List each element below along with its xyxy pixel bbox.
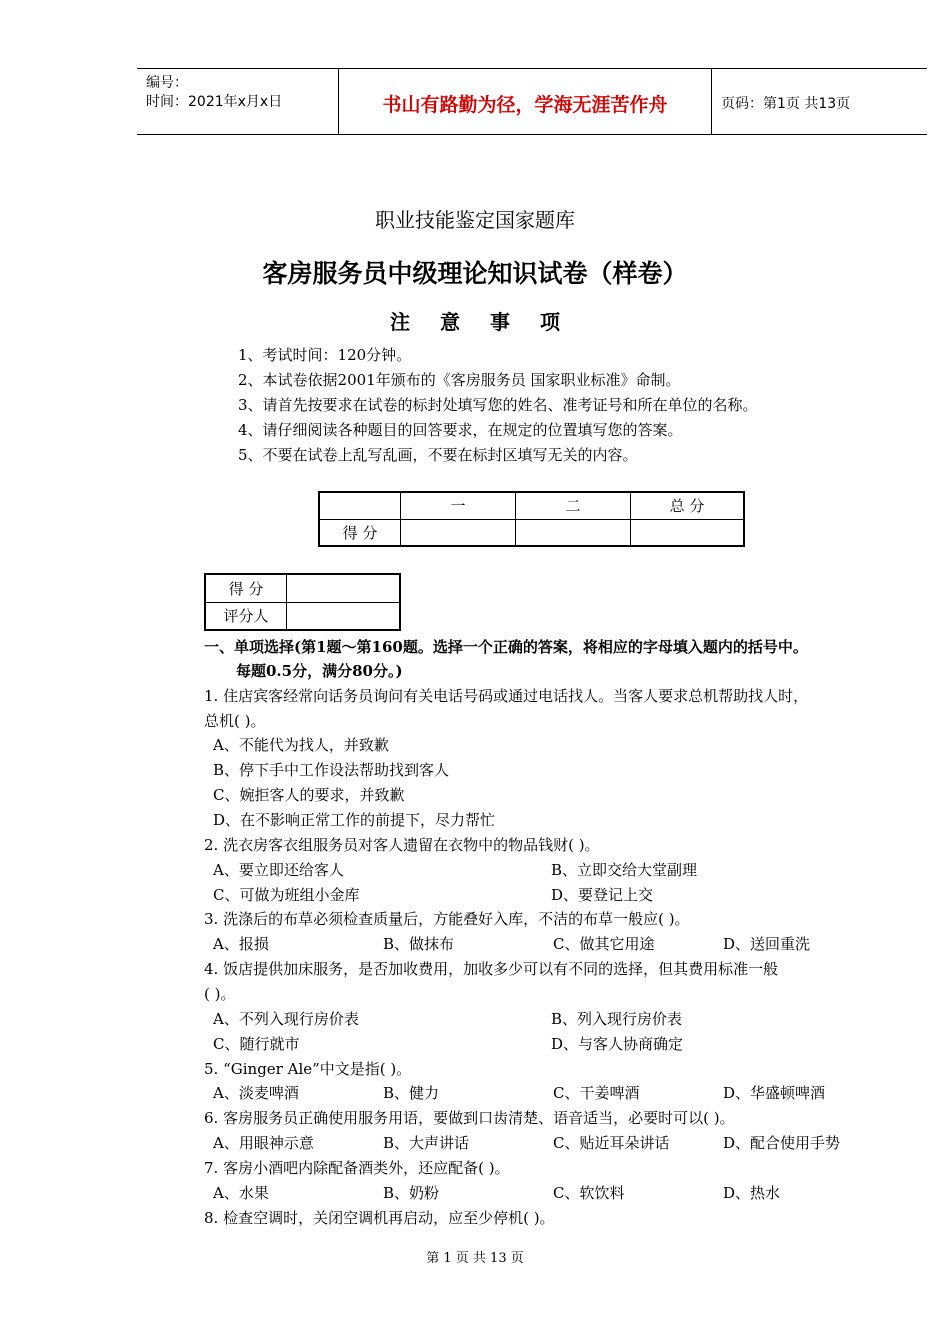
question-stem: 7. 客房小酒吧内除配备酒类外，还应配备( )。 [204,1159,510,1177]
grader-table [204,573,401,631]
doc-time-label: 时间：2021年x月x日 [146,94,283,110]
answer-option[interactable]: B、大声讲话 [383,1134,470,1152]
score-cell-part2[interactable] [516,519,631,546]
question-stem: 总机( )。 [204,712,266,730]
answer-option[interactable]: D、华盛顿啤酒 [723,1084,826,1102]
grader-name-cell[interactable] [287,602,401,630]
header-motto: 书山有路勤为径，学海无涯苦作舟 [382,94,668,116]
header-divider [711,68,712,135]
score-cell-total[interactable] [631,519,745,546]
question-stem: 6. 客房服务员正确使用服务用语，要做到口齿清楚、语音适当，必要时可以( )。 [204,1109,735,1127]
question-stem: 5. “Ginger Ale”中文是指( )。 [204,1060,412,1078]
score-row-label: 得 分 [319,519,401,546]
answer-option[interactable]: B、健力 [383,1084,440,1102]
page-footer: 第 1 页 共 13 页 [426,1251,524,1266]
answer-option[interactable]: C、随行就市 [213,1035,300,1053]
header-top-rule [137,68,927,69]
question-stem: 1. 住店宾客经常向话务员询问有关电话号码或通过电话找人。当客人要求总机帮助找人时， [204,687,809,705]
grader-score-label: 得 分 [205,574,287,602]
answer-option[interactable]: C、婉拒客人的要求，并致歉 [213,786,405,804]
question-stem: ( )。 [204,985,236,1003]
grader-score-cell[interactable] [287,574,401,602]
answer-option[interactable]: C、干姜啤酒 [553,1084,640,1102]
answer-option[interactable]: A、要立即还给客人 [213,861,344,879]
answer-option[interactable]: B、做抹布 [383,935,455,953]
grader-name-label: 评分人 [205,602,287,630]
notice-item: 4、请仔细阅读各种题目的回答要求，在规定的位置填写您的答案。 [238,421,683,439]
answer-option[interactable]: A、淡麦啤酒 [213,1084,299,1102]
exam-title: 客房服务员中级理论知识试卷（样卷） [262,259,688,288]
question-stem: 3. 洗涤后的布草必须检查质量后，方能叠好入库，不洁的布草一般应( )。 [204,910,690,928]
answer-option[interactable]: D、热水 [723,1184,781,1202]
answer-option[interactable]: D、配合使用手势 [723,1134,841,1152]
score-cell-part1[interactable] [401,519,516,546]
answer-option[interactable]: B、停下手中工作设法帮助找到客人 [213,761,450,779]
header-bottom-rule [137,134,927,135]
notice-item: 2、本试卷依据2001年颁布的《客房服务员 国家职业标准》命制。 [238,371,681,389]
answer-option[interactable]: D、在不影响正常工作的前提下，尽力帮忙 [213,811,496,829]
section-heading-cont: 每题0.5分，满分80分。) [236,662,403,680]
score-summary-table [318,491,745,547]
question-bank-title: 职业技能鉴定国家题库 [375,208,575,232]
answer-option[interactable]: C、贴近耳朵讲话 [553,1134,670,1152]
answer-option[interactable]: D、送回重洗 [723,935,811,953]
score-header-blank [319,492,401,519]
page-indicator: 页码：第1页 共13页 [721,96,851,112]
answer-option[interactable]: A、报损 [213,935,269,953]
answer-option[interactable]: C、可做为班组小金库 [213,886,360,904]
answer-option[interactable]: A、不能代为找人，并致歉 [213,736,389,754]
answer-option[interactable]: D、与客人协商确定 [551,1035,684,1053]
question-stem: 8. 检查空调时，关闭空调机再启动，应至少停机( )。 [204,1209,555,1227]
score-header-part2: 二 [516,492,631,519]
answer-option[interactable]: A、用眼神示意 [213,1134,314,1152]
notice-item: 3、请首先按要求在试卷的标封处填写您的姓名、准考证号和所在单位的名称。 [238,396,758,414]
answer-option[interactable]: B、奶粉 [383,1184,440,1202]
answer-option[interactable]: B、列入现行房价表 [551,1010,683,1028]
score-header-part1: 一 [401,492,516,519]
notice-heading: 注意事项 [390,310,590,334]
notice-item: 5、不要在试卷上乱写乱画，不要在标封区填写无关的内容。 [238,446,638,464]
score-header-total: 总 分 [631,492,745,519]
answer-option[interactable]: B、立即交给大堂副理 [551,861,698,879]
question-stem: 4. 饭店提供加床服务，是否加收费用，加收多少可以有不同的选择，但其费用标准一般 [204,960,779,978]
answer-option[interactable]: C、做其它用途 [553,935,655,953]
question-stem: 2. 洗衣房客衣组服务员对客人遗留在衣物中的物品钱财( )。 [204,836,600,854]
page-header [137,68,927,135]
answer-option[interactable]: A、不列入现行房价表 [213,1010,359,1028]
answer-option[interactable]: A、水果 [213,1184,269,1202]
section-heading: 一、单项选择(第1题～第160题。选择一个正确的答案，将相应的字母填入题内的括号中。 [204,638,808,656]
answer-option[interactable]: D、要登记上交 [551,886,654,904]
answer-option[interactable]: C、软饮料 [553,1184,625,1202]
notice-item: 1、考试时间：120分钟。 [238,346,412,364]
doc-code-label: 编号： [146,75,188,91]
